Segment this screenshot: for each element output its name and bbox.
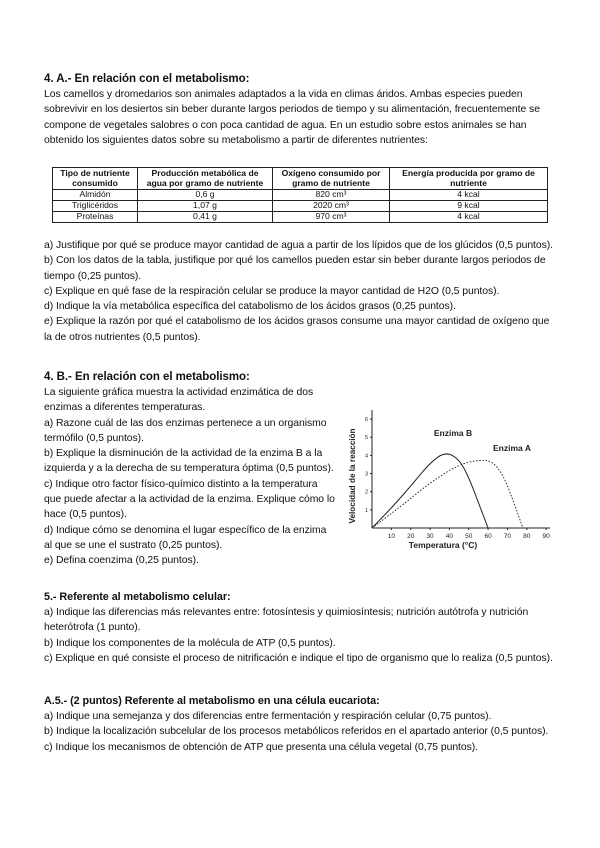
table-cell: 1,07 g (138, 201, 273, 212)
section-5 (44, 590, 560, 666)
table-cell: 4 kcal (390, 190, 548, 201)
table-cell: Triglicéridos (53, 201, 138, 212)
section-4b-title: 4. B.- En relación con el metabolismo: (44, 371, 250, 383)
question-item: e) Defina coenzima (0,25 puntos). (44, 555, 199, 567)
table-header-row (53, 168, 548, 190)
question-item: a) Indique las diferencias más relevantes entre: fotosíntesis y quimiosíntesis; nutrición autótrofa y nutrición heterótrofa (1 punto). (44, 607, 529, 634)
question-item: a) Razone cuál de las dos enzimas pertenece a un organismo termófilo (0,5 puntos). (44, 417, 327, 444)
curve-enzima-a (372, 460, 523, 528)
table-cell: 0,6 g (138, 190, 273, 201)
question-item: c) Explique en qué fase de la respiración celular se produce la mayor cantidad de H2O (0,5 puntos). (44, 285, 500, 297)
question-item: b) Explique la disminución de la actividad de la enzima B a la izquierda y a la derecha de su temperatura óptima (0,5 puntos). (44, 448, 334, 475)
question-item: b) Indique la localización subcelular de los procesos metabólicos referidos en el apartado anterior (0,5 puntos). (44, 726, 549, 738)
question-item: c) Explique en qué consiste el proceso de nitrificación e indique el tipo de organismo que lo realiza (0,5 puntos). (44, 652, 553, 664)
table-header: Producción metabólica de agua por gramo de nutriente (138, 168, 273, 190)
y-axis-label: Velocidad de la reacción (348, 428, 357, 524)
table-cell: 970 cm³ (273, 212, 390, 223)
x-tick-label: 50 (465, 533, 473, 540)
question-item: d) Indique la vía metabólica específica del catabolismo de los ácidos grasos (0,25 puntos). (44, 301, 456, 313)
y-tick-label: 3 (364, 471, 368, 478)
question-item: b) Indique los componentes de la molécula de ATP (0,5 puntos). (44, 637, 336, 649)
x-tick-label: 80 (523, 533, 531, 540)
nutrient-table (52, 167, 548, 223)
x-tick-label: 60 (484, 533, 492, 540)
question-item: e) Explique la razón por qué el catabolismo de los ácidos grasos consume una mayor cantidad de oxígeno que la de otros nutrientes (0,5 puntos). (44, 316, 550, 343)
x-tick-label: 10 (387, 533, 395, 540)
section-4a-intro: Los camellos y dromedarios son animales adaptados a la vida en climas áridos. Ambas especies pueden sobrevivir en los desiertos sin beber durante largos periodos de tiempo y su alimentación, frecuentemente se compone de vegetales salobres o con poca cantidad de agua. En un estudio sobre estos animales se han obtenido los siguientes datos sobre su metabolismo a partir de diferentes nutrientes: (44, 89, 540, 146)
legend-label-enzima-a: Enzima A (493, 443, 531, 453)
question-item: d) Indique cómo se denomina el lugar específico de la enzima al que se une el sustrato (0,25 puntos). (44, 524, 327, 551)
table-row (53, 201, 548, 212)
question-item: a) Justifique por qué se produce mayor cantidad de agua a partir de los lípidos que de los glúcidos (0,5 puntos). (44, 240, 554, 251)
table-header: Energía producida por gramo de nutriente (390, 168, 548, 190)
section-4a-title: 4. A.- En relación con el metabolismo: (44, 73, 250, 85)
section-4b (44, 370, 336, 569)
legend-label-enzima-b: Enzima B (433, 428, 473, 438)
section-4b-intro: La siguiente gráfica muestra la actividad enzimática de dos enzimas a diferentes temperaturas. (44, 387, 314, 414)
table-cell: 0,41 g (138, 212, 273, 223)
question-item: b) Con los datos de la tabla, justifique por qué los camellos pueden estar sin beber durante largos periodos de tiempo (0,25 puntos). (44, 255, 546, 282)
table-cell: 820 cm³ (273, 190, 390, 201)
section-5-title: 5.- Referente al metabolismo celular: (44, 591, 231, 603)
y-tick-label: 2 (364, 489, 368, 496)
y-tick-label: 6 (364, 417, 368, 424)
section-4a-questions (44, 238, 560, 345)
section-a5-title: A.5.- (2 puntos) Referente al metabolismo en una célula eucariota: (44, 695, 380, 707)
x-tick-label: 70 (503, 533, 512, 540)
x-tick-label: 90 (542, 533, 550, 540)
table-cell: 2020 cm³ (273, 201, 390, 212)
question-item: c) Indique los mecanismos de obtención de ATP que presenta una célula vegetal (0,75 puntos). (44, 741, 479, 753)
table-row (53, 190, 548, 201)
section-4a (44, 72, 560, 148)
table-header: Oxígeno consumido por gramo de nutriente (273, 168, 390, 190)
section-a5 (44, 694, 560, 755)
curve-enzima-b (372, 454, 488, 528)
question-item: c) Indique otro factor físico-químico distinto a la temperatura que puede afectar a la actividad de la enzima. Explique cómo lo hace (0,5 puntos). (44, 478, 335, 521)
table-cell: 9 kcal (390, 201, 548, 212)
table-cell: 4 kcal (390, 212, 548, 223)
table-row (53, 212, 548, 223)
chart-curves (372, 454, 523, 528)
x-tick-label: 20 (407, 533, 415, 540)
x-tick-label: 40 (445, 533, 454, 540)
question-item: a) Indique una semejanza y dos diferencias entre fermentación y respiración celular (0,75 puntos). (44, 711, 492, 722)
y-tick-label: 5 (364, 435, 368, 442)
y-tick-label: 4 (364, 453, 368, 460)
enzyme-activity-chart (345, 400, 560, 555)
x-axis-label: Temperatura (°C) (408, 540, 478, 550)
y-tick-label: 1 (364, 507, 368, 514)
table-cell: Almidón (53, 190, 138, 201)
table-cell: Proteínas (53, 212, 138, 223)
x-tick-label: 30 (426, 533, 434, 540)
table-header: Tipo de nutriente consumido (53, 168, 138, 190)
